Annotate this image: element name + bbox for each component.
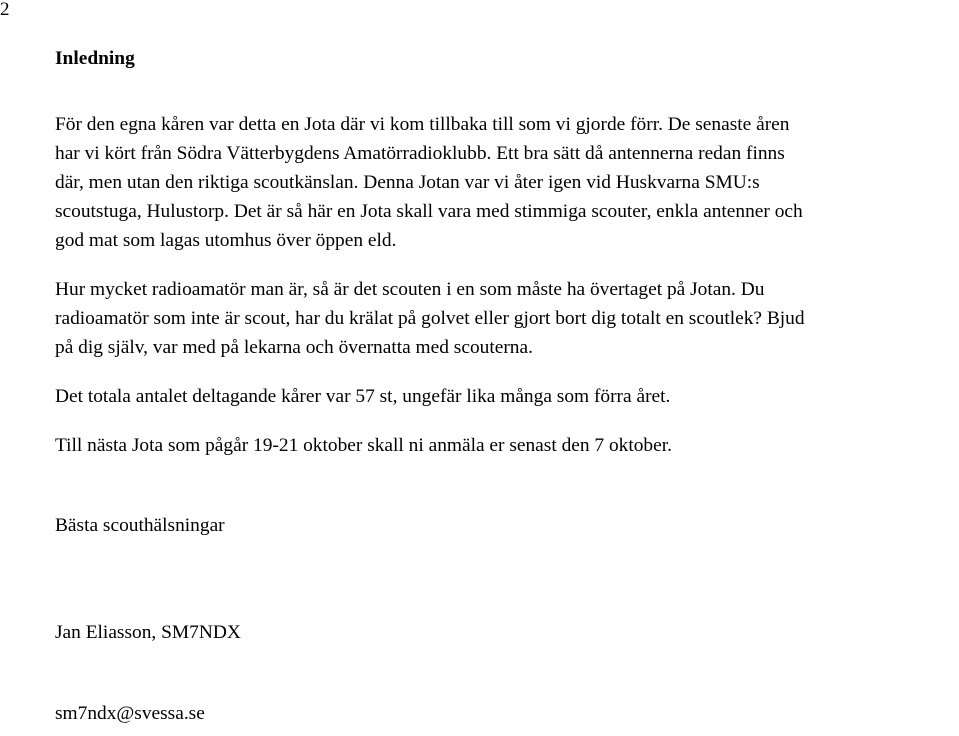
section-heading: Inledning (55, 48, 135, 69)
paragraph-line: scoutstuga, Hulustorp. Det är så här en Jota skall vara med stimmiga scouter, enkla antenner och (55, 201, 803, 222)
paragraph-line: på dig själv, var med på lekarna och övernatta med scouterna. (55, 337, 533, 358)
paragraph-line: För den egna kåren var detta en Jota där vi kom tillbaka till som vi gjorde förr. De senaste åren (55, 114, 790, 135)
paragraph-radioamateur (55, 275, 959, 362)
paragraph-line: radioamatör som inte är scout, har du krälat på golvet eller gjort bort dig totalt en scoutlek? Bjud (55, 308, 805, 329)
paragraph-next-jota (55, 431, 959, 460)
paragraph-line: god mat som lagas utomhus över öppen eld. (55, 230, 397, 251)
paragraph-line: har vi kört från Södra Vätterbygdens Amatörradioklubb. Ett bra sätt då antennerna redan finns (55, 143, 785, 164)
paragraph-participants (55, 382, 959, 411)
signature-name: Jan Eliasson, SM7NDX (55, 622, 241, 643)
closing-greeting: Bästa scouthälsningar (55, 515, 225, 536)
email-address[interactable]: sm7ndx@svessa.se (55, 703, 205, 724)
paragraph-line: Det totala antalet deltagande kårer var 57 st, ungefär lika många som förra året. (55, 386, 671, 407)
paragraph-line: där, men utan den riktiga scoutkänslan. Denna Jotan var vi åter igen vid Huskvarna SMU:s (55, 172, 760, 193)
paragraph-line: Hur mycket radioamatör man är, så är det scouten i en som måste ha övertaget på Jotan. Du (55, 279, 765, 300)
page-number: 2 (0, 0, 10, 20)
document-body (55, 44, 959, 728)
paragraph-intro (55, 110, 959, 255)
paragraph-line: Till nästa Jota som pågår 19-21 oktober skall ni anmäla er senast den 7 oktober. (55, 435, 672, 456)
